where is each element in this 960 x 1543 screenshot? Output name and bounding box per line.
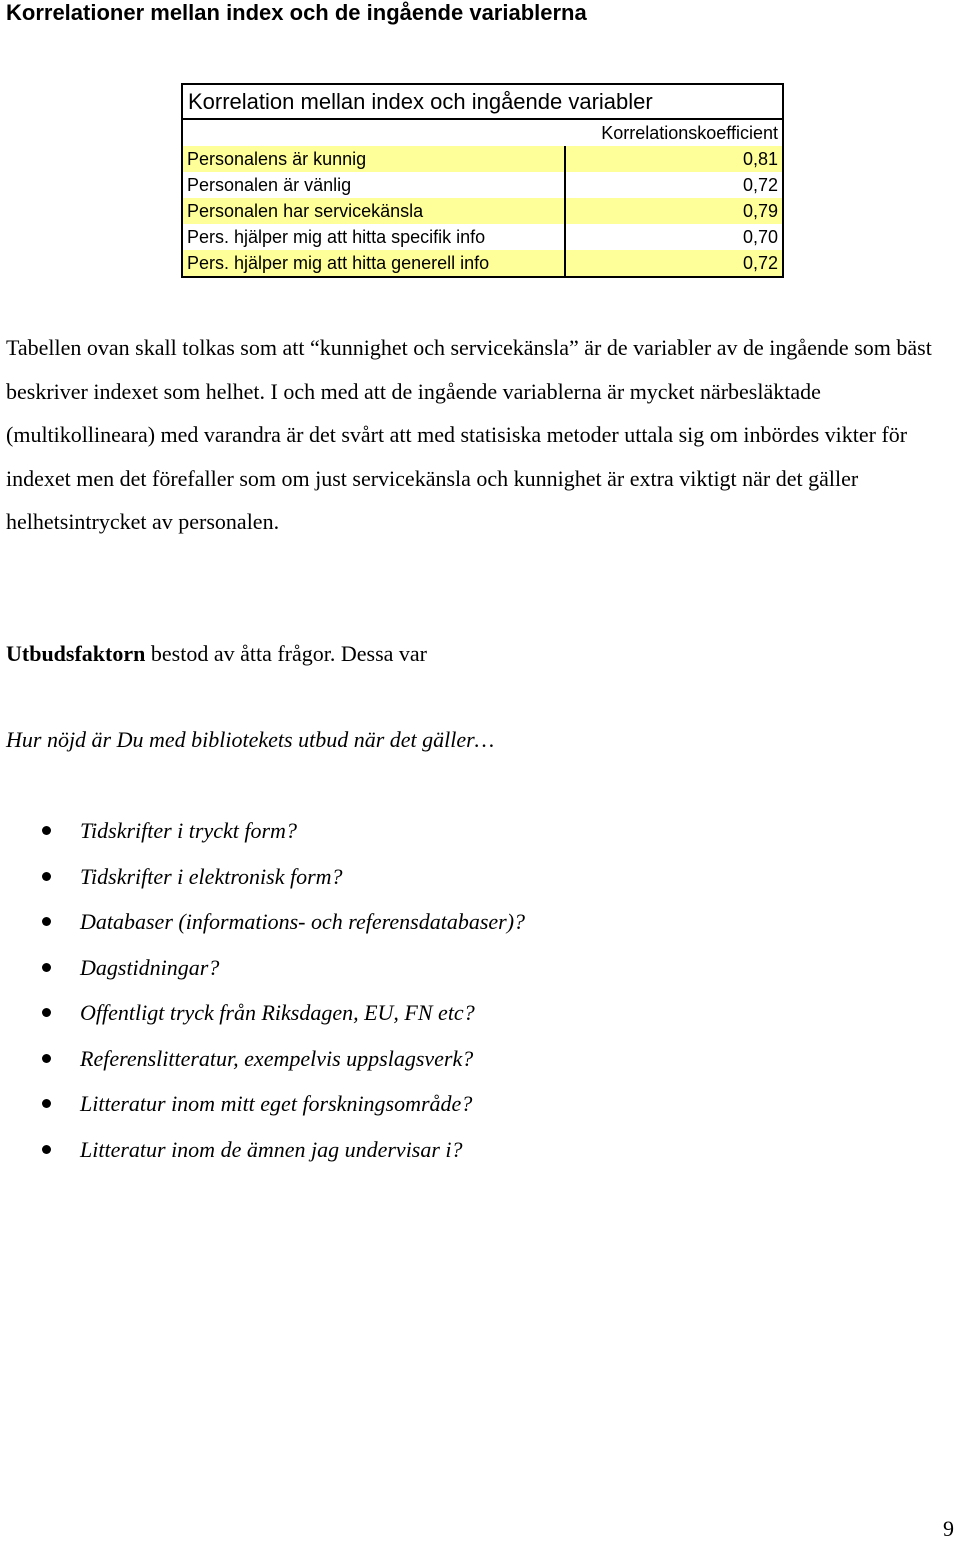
table-row bbox=[183, 146, 782, 172]
list-item bbox=[0, 899, 525, 945]
row-label: Pers. hjälper mig att hitta specifik info bbox=[187, 227, 486, 247]
survey-question: Hur nöjd är Du med bibliotekets utbud när det gäller… bbox=[6, 727, 495, 752]
list-item-text: Referenslitteratur, exempelvis uppslagsverk? bbox=[80, 1045, 474, 1071]
list-item bbox=[0, 945, 525, 991]
list-item bbox=[0, 1081, 525, 1127]
bullet-icon bbox=[42, 826, 51, 835]
column-header: Korrelationskoefficient bbox=[601, 123, 778, 143]
row-value: 0,72 bbox=[564, 172, 782, 198]
list-item bbox=[0, 854, 525, 900]
bullet-icon bbox=[42, 963, 51, 972]
row-value: 0,81 bbox=[564, 146, 782, 172]
body-paragraph: Tabellen ovan skall tolkas som att “kunnighet och servicekänsla” är de variabler av de ingående som bäst beskriver indexet som helhet. I och med att de ingående variablerna är mycket närbesläktade (multikollineara) med varandra är det svårt att med statisiska metoder uttala sig om inbördes vikter för indexet men det förefaller som om just servicekänsla och kunnighet är extra viktigt när det gäller helhetsintrycket av personalen. bbox=[6, 335, 932, 534]
row-value: 0,72 bbox=[564, 250, 782, 276]
bullet-icon bbox=[42, 917, 51, 926]
row-value: 0,70 bbox=[564, 224, 782, 250]
bullet-icon bbox=[42, 1145, 51, 1154]
table-title: Korrelation mellan index och ingående variabler bbox=[183, 85, 782, 120]
correlation-table bbox=[181, 83, 784, 278]
row-label: Personalens är kunnig bbox=[187, 149, 367, 169]
row-value: 0,79 bbox=[564, 198, 782, 224]
row-label: Pers. hjälper mig att hitta generell info bbox=[187, 253, 490, 273]
list-item-text: Tidskrifter i elektronisk form? bbox=[80, 863, 343, 889]
list-item-text: Dagstidningar? bbox=[80, 954, 220, 980]
table-row bbox=[183, 172, 782, 198]
list-item bbox=[0, 808, 525, 854]
list-item-text: Litteratur inom de ämnen jag undervisar i? bbox=[80, 1136, 463, 1162]
utbud-text: bestod av åtta frågor. Dessa var bbox=[145, 641, 427, 666]
table-row bbox=[183, 250, 782, 276]
utbud-term: Utbudsfaktorn bbox=[6, 641, 146, 666]
list-item-text: Databaser (informations- och referensdatabaser)? bbox=[80, 909, 526, 934]
list-item bbox=[0, 1127, 525, 1173]
table-row bbox=[183, 198, 782, 224]
question-list bbox=[0, 808, 525, 1172]
table-body bbox=[183, 146, 782, 276]
bullet-icon bbox=[42, 872, 51, 881]
row-label: Personalen är vänlig bbox=[187, 175, 352, 195]
page-number: 9 bbox=[943, 1516, 954, 1541]
list-item-text: Tidskrifter i tryckt form? bbox=[80, 818, 297, 843]
row-label: Personalen har servicekänsla bbox=[187, 201, 424, 221]
bullet-icon bbox=[42, 1054, 51, 1063]
list-item-text: Offentligt tryck från Riksdagen, EU, FN etc? bbox=[80, 1000, 475, 1025]
list-item bbox=[0, 1036, 525, 1082]
table-row bbox=[183, 224, 782, 250]
bullet-icon bbox=[42, 1008, 51, 1017]
section-heading: Korrelationer mellan index och de ingående variablerna bbox=[6, 0, 587, 25]
list-item bbox=[0, 990, 525, 1036]
bullet-icon bbox=[42, 1099, 51, 1108]
list-item-text: Litteratur inom mitt eget forskningsområde? bbox=[80, 1091, 473, 1116]
utbud-intro bbox=[6, 634, 427, 674]
